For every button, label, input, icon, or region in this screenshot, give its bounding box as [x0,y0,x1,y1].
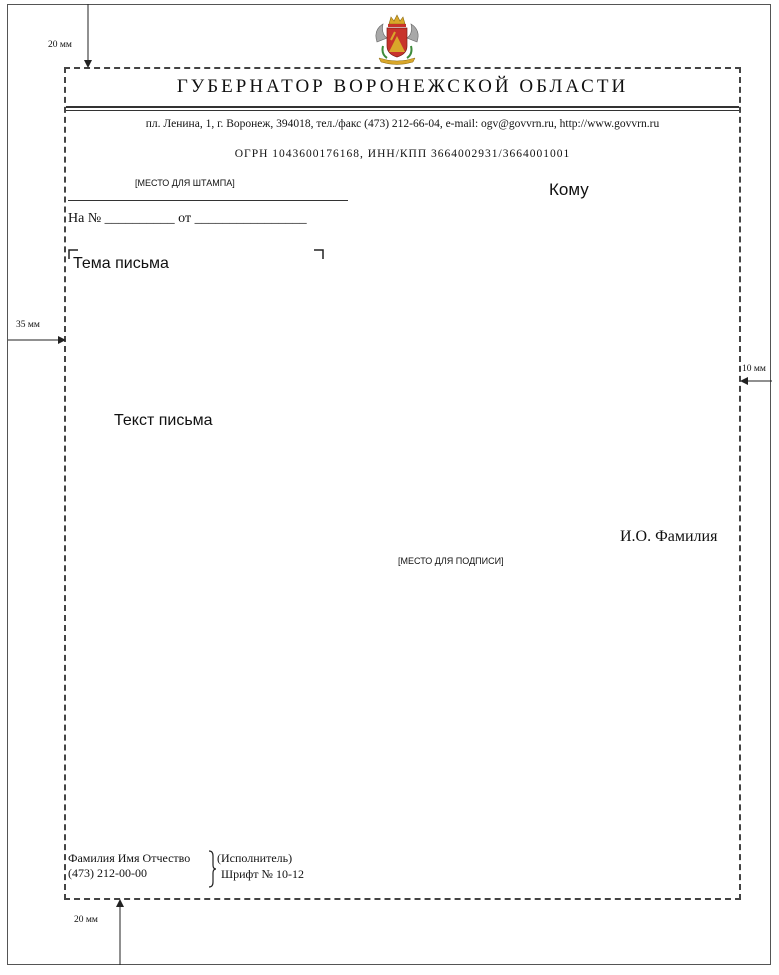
left-margin-label: 35 мм [16,320,40,330]
coat-of-arms-icon [371,12,423,66]
bottom-margin-arrow-icon [114,899,126,965]
letter-subject: Тема письма [73,255,169,272]
signer-name: И.О. Фамилия [620,528,718,545]
subject-corner-right-icon [314,249,324,259]
stamp-line [68,200,348,201]
executor-name: Фамилия Имя Отчество [68,851,191,865]
left-margin-arrow-icon [8,334,66,346]
right-margin-label: 10 мм [742,364,766,374]
top-margin-label: 20 мм [48,40,72,50]
signature-placeholder: [МЕСТО ДЛЯ ПОДПИСИ] [398,556,504,566]
executor-phone: (473) 212-00-00 [68,866,147,880]
registration-line: ОГРН 1043600176168, ИНН/КПП 3664002931/3664001001 [234,148,571,160]
address-line: пл. Ленина, 1, г. Воронеж, 394018, тел./факс (473) 212-66-04, e-mail: ogv@govvrn.ru, http://www.govvrn.ru [145,118,660,130]
right-margin-arrow-icon [740,375,772,387]
stamp-placeholder: [МЕСТО ДЛЯ ШТАМПА] [135,178,235,188]
font-note: Шрифт № 10-12 [221,867,304,881]
letter-body: Текст письма [114,412,213,429]
top-margin-arrow-icon [82,4,94,68]
reference-line: На № __________ от ________________ [68,211,307,226]
margin-frame [64,67,741,900]
bottom-margin-label: 20 мм [74,915,98,925]
recipient-label: Кому [549,180,589,199]
header-rule-bottom [66,110,739,111]
page-title: ГУБЕРНАТОР ВОРОНЕЖСКОЙ ОБЛАСТИ [176,76,629,97]
executor-role: (Исполнитель) [217,851,293,865]
header-rule-top [66,106,739,108]
brace-icon [207,850,217,888]
